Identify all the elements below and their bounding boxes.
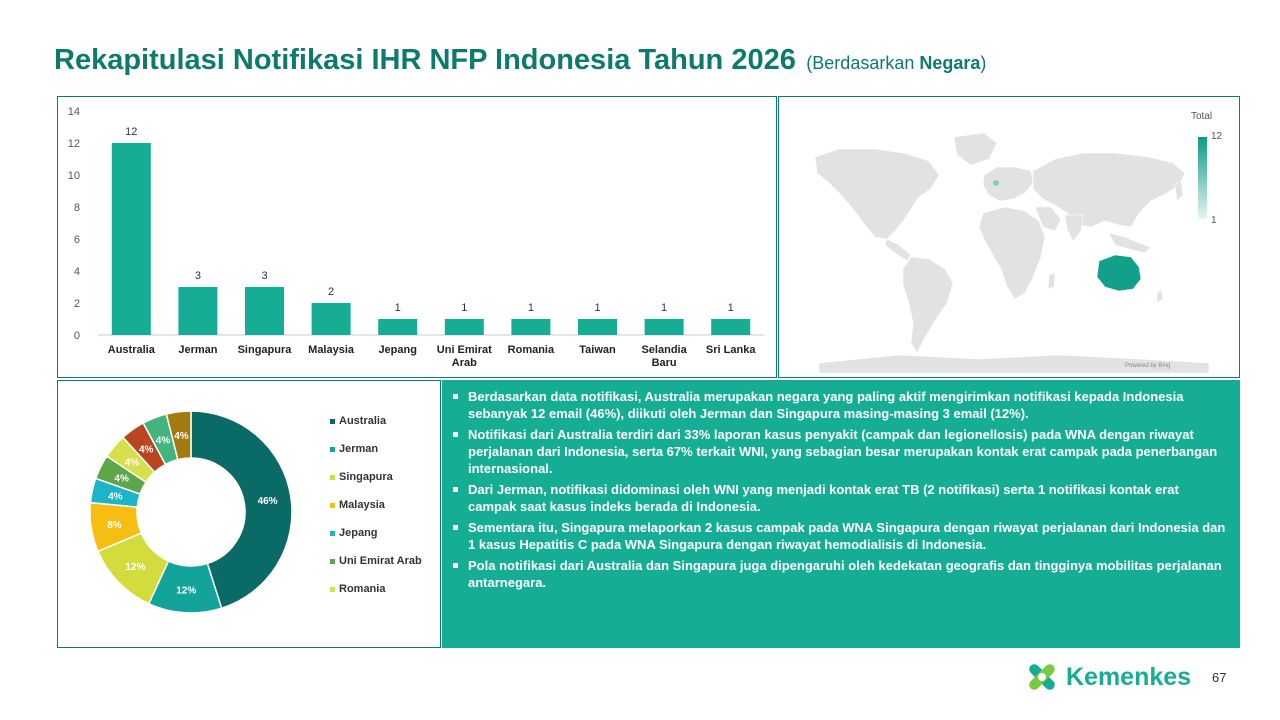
map-north-america: [815, 149, 939, 239]
x-tick-label: Romania: [507, 344, 555, 356]
legend-item: [330, 443, 440, 471]
x-tick-label: Singapura: [237, 344, 292, 356]
map-europe: [983, 167, 1033, 201]
map-legend-gradient: [1198, 137, 1207, 219]
bar-value-label: 1: [661, 302, 668, 314]
bullet-icon: [453, 487, 458, 492]
y-tick-label: 2: [73, 298, 80, 310]
donut-chart-panel: [57, 380, 441, 648]
legend-item: [330, 499, 440, 527]
legend-label: Uni Emirat Arab: [339, 555, 422, 567]
page-title: [54, 44, 1154, 77]
bullet-icon: [453, 394, 458, 399]
y-tick-label: 4: [73, 266, 80, 278]
legend-item: [330, 583, 440, 611]
bar: [178, 287, 217, 335]
summary-panel: [442, 380, 1240, 648]
title-sub-bold: Negara: [919, 53, 981, 73]
bar-chart: [58, 97, 778, 379]
map-south-america: [903, 257, 953, 353]
title-sub-prefix: (Berdasarkan: [806, 53, 920, 73]
y-tick-label: 14: [67, 106, 80, 118]
donut-slice-label: 4%: [174, 431, 189, 443]
summary-item: Notifikasi dari Australia terdiri dari 33% laporan kasus penyakit (campak dan legionellosis) pada WNA dengan riwayat perjalanan dari Indonesia, serta 67% terkait WNI, yang sebagian besar merupakan kontak erat campak pada penerbangan internasional.: [450, 426, 1228, 477]
summary-item: Sementara itu, Singapura melaporkan 2 kasus campak pada WNA Singapura dengan riwayat perjalanan dari Indonesia dan 1 kasus Hepatitis C pada WNA Singapura dengan riwayat hemodialisis di Indonesia.: [450, 519, 1228, 553]
bar: [645, 319, 684, 335]
map-australia-highlight: [1097, 255, 1141, 291]
bullet-icon: [453, 525, 458, 530]
map-panel: [778, 96, 1240, 378]
y-tick-label: 12: [67, 138, 80, 150]
map-madagascar: [1048, 273, 1055, 289]
legend-swatch: [330, 587, 335, 592]
donut-slice-label: 46%: [257, 496, 278, 508]
x-tick-label: Jerman: [178, 344, 218, 356]
bar: [312, 303, 351, 335]
x-tick-label: Uni Emirat Arab: [436, 344, 492, 369]
bar: [578, 319, 617, 335]
map-legend-max: 12: [1211, 131, 1223, 142]
y-tick-label: 6: [73, 234, 80, 246]
legend-swatch: [330, 503, 335, 508]
donut-slice-label: 4%: [155, 435, 171, 447]
legend-item: [330, 555, 440, 583]
logo-text: Kemenkes: [1066, 663, 1192, 691]
bar: [511, 319, 550, 335]
map-greenland: [954, 133, 997, 165]
donut-slice-label: 4%: [124, 457, 140, 469]
legend-label: Jepang: [339, 527, 378, 539]
summary-item: Dari Jerman, notifikasi didominasi oleh WNI yang menjadi kontak erat TB (2 notifikasi) serta 1 notifikasi kontak erat campak saat kasus indeks berada di Indonesia.: [450, 481, 1228, 515]
map-central-america: [885, 239, 911, 261]
map-germany-highlight: [993, 180, 999, 186]
bar-value-label: 2: [328, 286, 335, 298]
map-new-zealand: [1157, 289, 1163, 303]
donut-slice-label: 4%: [138, 444, 154, 456]
bar-value-label: 3: [261, 270, 268, 282]
bullet-icon: [453, 563, 458, 568]
bar-chart-panel: [57, 96, 777, 378]
title-main: Rekapitulasi Notifikasi IHR NFP Indonesia Tahun 2026: [54, 44, 796, 76]
legend-swatch: [330, 419, 335, 424]
donut-slice-label: 4%: [114, 473, 129, 485]
y-tick-label: 8: [73, 202, 80, 214]
x-tick-label: Taiwan: [579, 344, 616, 356]
legend-label: Malaysia: [339, 499, 385, 511]
title-sub: [806, 53, 986, 73]
map-legend-min: 1: [1211, 215, 1217, 226]
bar-value-label: 1: [527, 302, 534, 314]
legend-swatch: [330, 559, 335, 564]
bar-value-label: 1: [394, 302, 401, 314]
donut-slice-label: 12%: [125, 561, 146, 573]
bar: [711, 319, 750, 335]
bar: [378, 319, 417, 335]
bar: [112, 143, 151, 335]
map-southeast-asia: [1109, 233, 1151, 253]
map-africa: [979, 207, 1045, 299]
legend-label: Singapura: [339, 471, 393, 483]
legend-swatch: [330, 531, 335, 536]
legend-item: [330, 415, 440, 443]
y-tick-label: 10: [67, 170, 80, 182]
legend-label: Australia: [339, 415, 387, 427]
legend-swatch: [330, 447, 335, 452]
donut-chart: [58, 381, 328, 649]
y-tick-label: 0: [73, 330, 80, 342]
summary-item: Berdasarkan data notifikasi, Australia merupakan negara yang paling aktif mengirimkan notifikasi kepada Indonesia sebanyak 12 email (46%), diikuti oleh Jerman dan Singapura masing-masing 3 email (12%).: [450, 388, 1228, 422]
map-legend-title: Total: [1191, 111, 1213, 122]
legend-item: [330, 471, 440, 499]
legend-item: [330, 527, 440, 555]
donut-slice-label: 12%: [176, 585, 197, 597]
bar-value-label: 1: [727, 302, 734, 314]
title-sub-suffix: ): [980, 53, 987, 73]
bar-value-label: 1: [594, 302, 601, 314]
bar-value-label: 1: [461, 302, 468, 314]
donut-legend: [330, 415, 440, 611]
page-number: 67: [1212, 670, 1227, 685]
x-tick-label: Australia: [107, 344, 155, 356]
bar-value-label: 3: [194, 270, 201, 282]
donut-slice-label: 8%: [107, 519, 122, 531]
x-tick-label: Selandia Baru: [641, 344, 687, 369]
bar-value-label: 12: [125, 126, 138, 138]
x-tick-label: Jepang: [378, 344, 417, 356]
bar: [445, 319, 484, 335]
map-credit: Powered by Bing: [1125, 363, 1171, 369]
x-tick-label: Malaysia: [308, 344, 355, 356]
bullet-icon: [453, 432, 458, 437]
legend-label: Jerman: [339, 443, 379, 455]
summary-item: Pola notifikasi dari Australia dan Singapura juga dipengaruhi oleh kedekatan geografis dan tingginya mobilitas perjalanan antarnegara.: [450, 557, 1228, 591]
summary-list: [450, 388, 1228, 591]
legend-label: Romania: [339, 583, 386, 595]
map-japan: [1175, 181, 1183, 201]
x-tick-label: Sri Lanka: [705, 344, 756, 356]
bar: [245, 287, 284, 335]
legend-swatch: [330, 475, 335, 480]
donut-slice-label: 4%: [108, 491, 123, 503]
map-india: [1065, 215, 1083, 241]
world-map: [779, 97, 1241, 379]
